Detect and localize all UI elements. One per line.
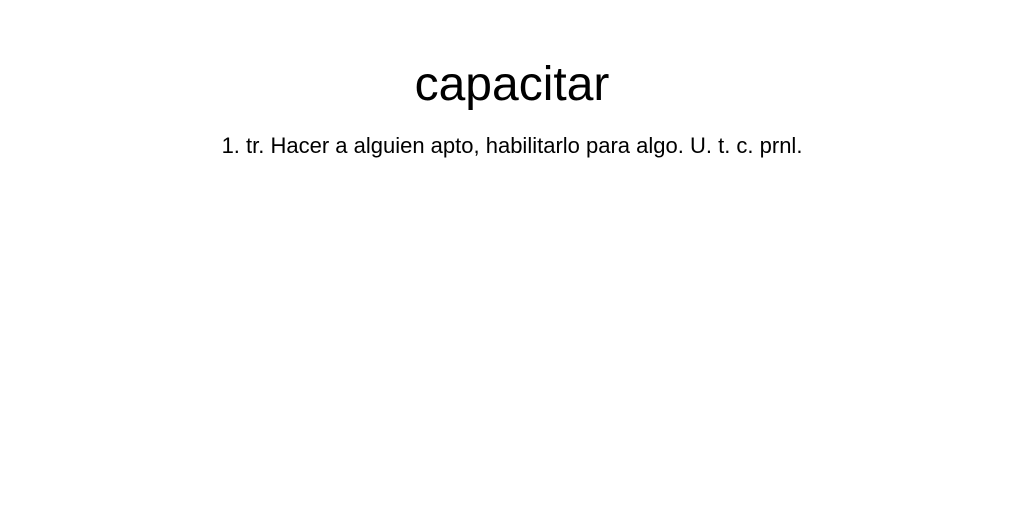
definition: 1. tr. Hacer a alguien apto, habilitarlo para algo. U. t. c. prnl. (221, 133, 803, 158)
headword: capacitar (414, 58, 610, 111)
